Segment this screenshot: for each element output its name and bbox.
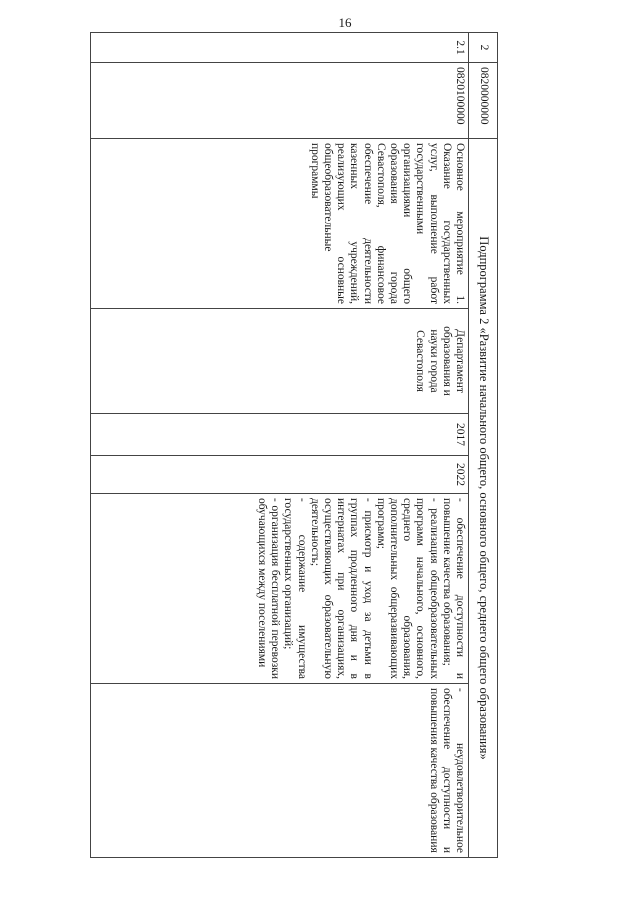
page-number: 16 bbox=[338, 15, 352, 30]
subprogram-header-row bbox=[469, 33, 498, 858]
result-item: - обеспечение доступности и повышение качества образования; bbox=[440, 498, 466, 679]
start-year: 2017 bbox=[91, 414, 469, 456]
budget-code: 0820000000 bbox=[469, 63, 498, 139]
activity-row bbox=[91, 33, 469, 858]
result-item: - реализация общеобразовательных программ начального, основного, среднего образования, дополнительных общеразвивающих программ; bbox=[374, 498, 440, 679]
rotated-table-wrapper bbox=[90, 32, 498, 857]
budget-code: 0820100000 bbox=[91, 63, 469, 139]
expected-results bbox=[91, 494, 469, 684]
responsible-executor: Департамент образования и науки города Севастополя bbox=[91, 309, 469, 414]
rotated-table bbox=[90, 32, 498, 857]
subprogram-title: Подпрограмма 2 «Развитие начального общего, основного общего, среднего общего образования» bbox=[469, 139, 498, 858]
row-number: 2 bbox=[469, 33, 498, 63]
end-year: 2022 bbox=[91, 456, 469, 494]
program-table bbox=[90, 32, 498, 858]
result-item: - присмотр и уход за детьми в группах продленного дня и в интернатах при организациях, осуществляющих образовательную деятельность; bbox=[308, 498, 374, 679]
consequences: - неудовлетворительное обеспечение доступности и повышения качества образования bbox=[91, 684, 469, 858]
result-item: - содержание имущества государственных организаций; bbox=[282, 498, 308, 679]
activity-description: Основное мероприятие 1. Оказание государственных услуг, выполнение работ государственными организациями общего образования города Севастополя, финансовое обеспечение деятельности казенных учреждений, реализующих основные общеобразовательные программы bbox=[91, 139, 469, 309]
row-number: 2.1 bbox=[91, 33, 469, 63]
result-item: - организация бесплатной перевозки обучающихся между поселениями bbox=[255, 498, 282, 679]
